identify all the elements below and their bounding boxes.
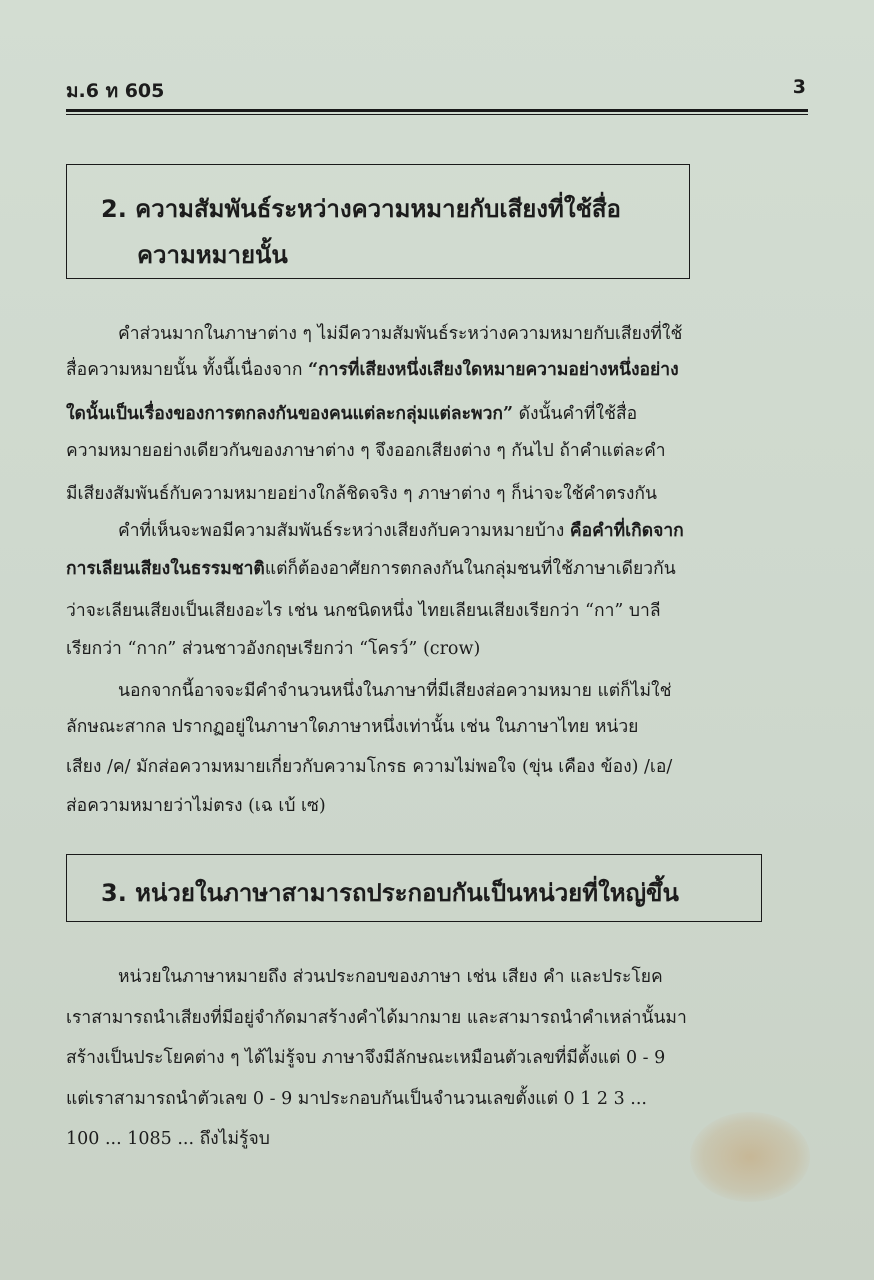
- para2-line1-a: คำที่เห็นจะพอมีความสัมพันธ์ระหว่างเสียงกับความหมายบ้าง: [118, 521, 570, 541]
- page-number: 3: [792, 76, 806, 98]
- section-2-title-line1: 2. ความสัมพันธ์ระหว่างความหมายกับเสียงที่ใช้สื่อ: [101, 195, 621, 223]
- para2-line4: เรียกว่า “กาก” ส่วนชาวอังกฤษเรียกว่า “โครว์” (crow): [66, 639, 481, 659]
- para1-line4: ความหมายอย่างเดียวกันของภาษาต่าง ๆ จึงออกเสียงต่าง ๆ กันไป ถ้าคำแต่ละคำ: [66, 441, 666, 461]
- para1-line2-bold: “การที่เสียงหนึ่งเสียงใดหมายความอย่างหนึ่งอย่าง: [308, 360, 679, 380]
- para4-line3: สร้างเป็นประโยคต่าง ๆ ได้ไม่รู้จบ ภาษาจึงมีลักษณะเหมือนตัวเลขที่มีตั้งแต่ 0 - 9: [66, 1048, 666, 1068]
- para2-line1: [118, 520, 684, 542]
- para3-line2: ลักษณะสากล ปรากฏอยู่ในภาษาใดภาษาหนึ่งเท่านั้น เช่น ในภาษาไทย หน่วย: [66, 717, 639, 737]
- para1-line1: คำส่วนมากในภาษาต่าง ๆ ไม่มีความสัมพันธ์ระหว่างความหมายกับเสียงที่ใช้: [118, 324, 683, 344]
- para1-line3: [66, 403, 637, 425]
- para1-line2: [66, 359, 679, 381]
- para4-line4: แต่เราสามารถนำตัวเลข 0 - 9 มาประกอบกันเป็นจำนวนเลขตั้งแต่ 0 1 2 3 ...: [66, 1089, 647, 1109]
- page-header: [66, 76, 806, 100]
- para1-line3-b: ดังนั้นคำที่ใช้สื่อ: [513, 404, 638, 424]
- header-rule-thick: [66, 109, 808, 112]
- para3-line3: เสียง /ค/ มักส่อความหมายเกี่ยวกับความโกรธ ความไม่พอใจ (ขุ่น เคือง ข้อง) /เอ/: [66, 757, 673, 777]
- header-course-code: ม.6 ท 605: [66, 80, 165, 102]
- para4-line1: หน่วยในภาษาหมายถึง ส่วนประกอบของภาษา เช่น เสียง คำ และประโยค: [118, 967, 663, 987]
- paper-stain: [690, 1112, 810, 1202]
- para3-line1: นอกจากนี้อาจจะมีคำจำนวนหนึ่งในภาษาที่มีเสียงส่อความหมาย แต่ก็ไม่ใช่: [118, 681, 672, 701]
- para4-line2: เราสามารถนำเสียงที่มีอยู่จำกัดมาสร้างคำได้มากมาย และสามารถนำคำเหล่านั้นมา: [66, 1008, 687, 1028]
- para3-line4: ส่อความหมายว่าไม่ตรง (เฉ เบ้ เซ): [66, 796, 326, 816]
- para2-line2: [66, 558, 676, 580]
- para2-line2-bold: การเลียนเสียงในธรรมชาติ: [66, 559, 265, 579]
- para2-line1-bold: คือคำที่เกิดจาก: [569, 521, 684, 541]
- header-rule-thin: [66, 114, 808, 115]
- para1-line5: มีเสียงสัมพันธ์กับความหมายอย่างใกล้ชิดจริง ๆ ภาษาต่าง ๆ ก็น่าจะใช้คำตรงกัน: [66, 484, 657, 504]
- section-3-title: 3. หน่วยในภาษาสามารถประกอบกันเป็นหน่วยที่ใหญ่ขึ้น: [101, 879, 679, 907]
- para1-line3-bold: ใดนั้นเป็นเรื่องของการตกลงกันของคนแต่ละกลุ่มแต่ละพวก”: [66, 404, 514, 424]
- section-3-heading-box: [66, 854, 762, 922]
- section-2-title-line2: ความหมายนั้น: [137, 241, 288, 269]
- para4-line5: 100 ... 1085 ... ถึงไม่รู้จบ: [66, 1129, 270, 1149]
- para1-line2-a: สื่อความหมายนั้น ทั้งนี้เนื่องจาก: [66, 360, 309, 380]
- para2-line2-b: แต่ก็ต้องอาศัยการตกลงกันในกลุ่มชนที่ใช้ภาษาเดียวกัน: [264, 559, 676, 579]
- para2-line3: ว่าจะเลียนเสียงเป็นเสียงอะไร เช่น นกชนิดหนึ่ง ไทยเลียนเสียงเรียกว่า “กา” บาลี: [66, 601, 661, 621]
- section-2-heading-box: [66, 164, 690, 279]
